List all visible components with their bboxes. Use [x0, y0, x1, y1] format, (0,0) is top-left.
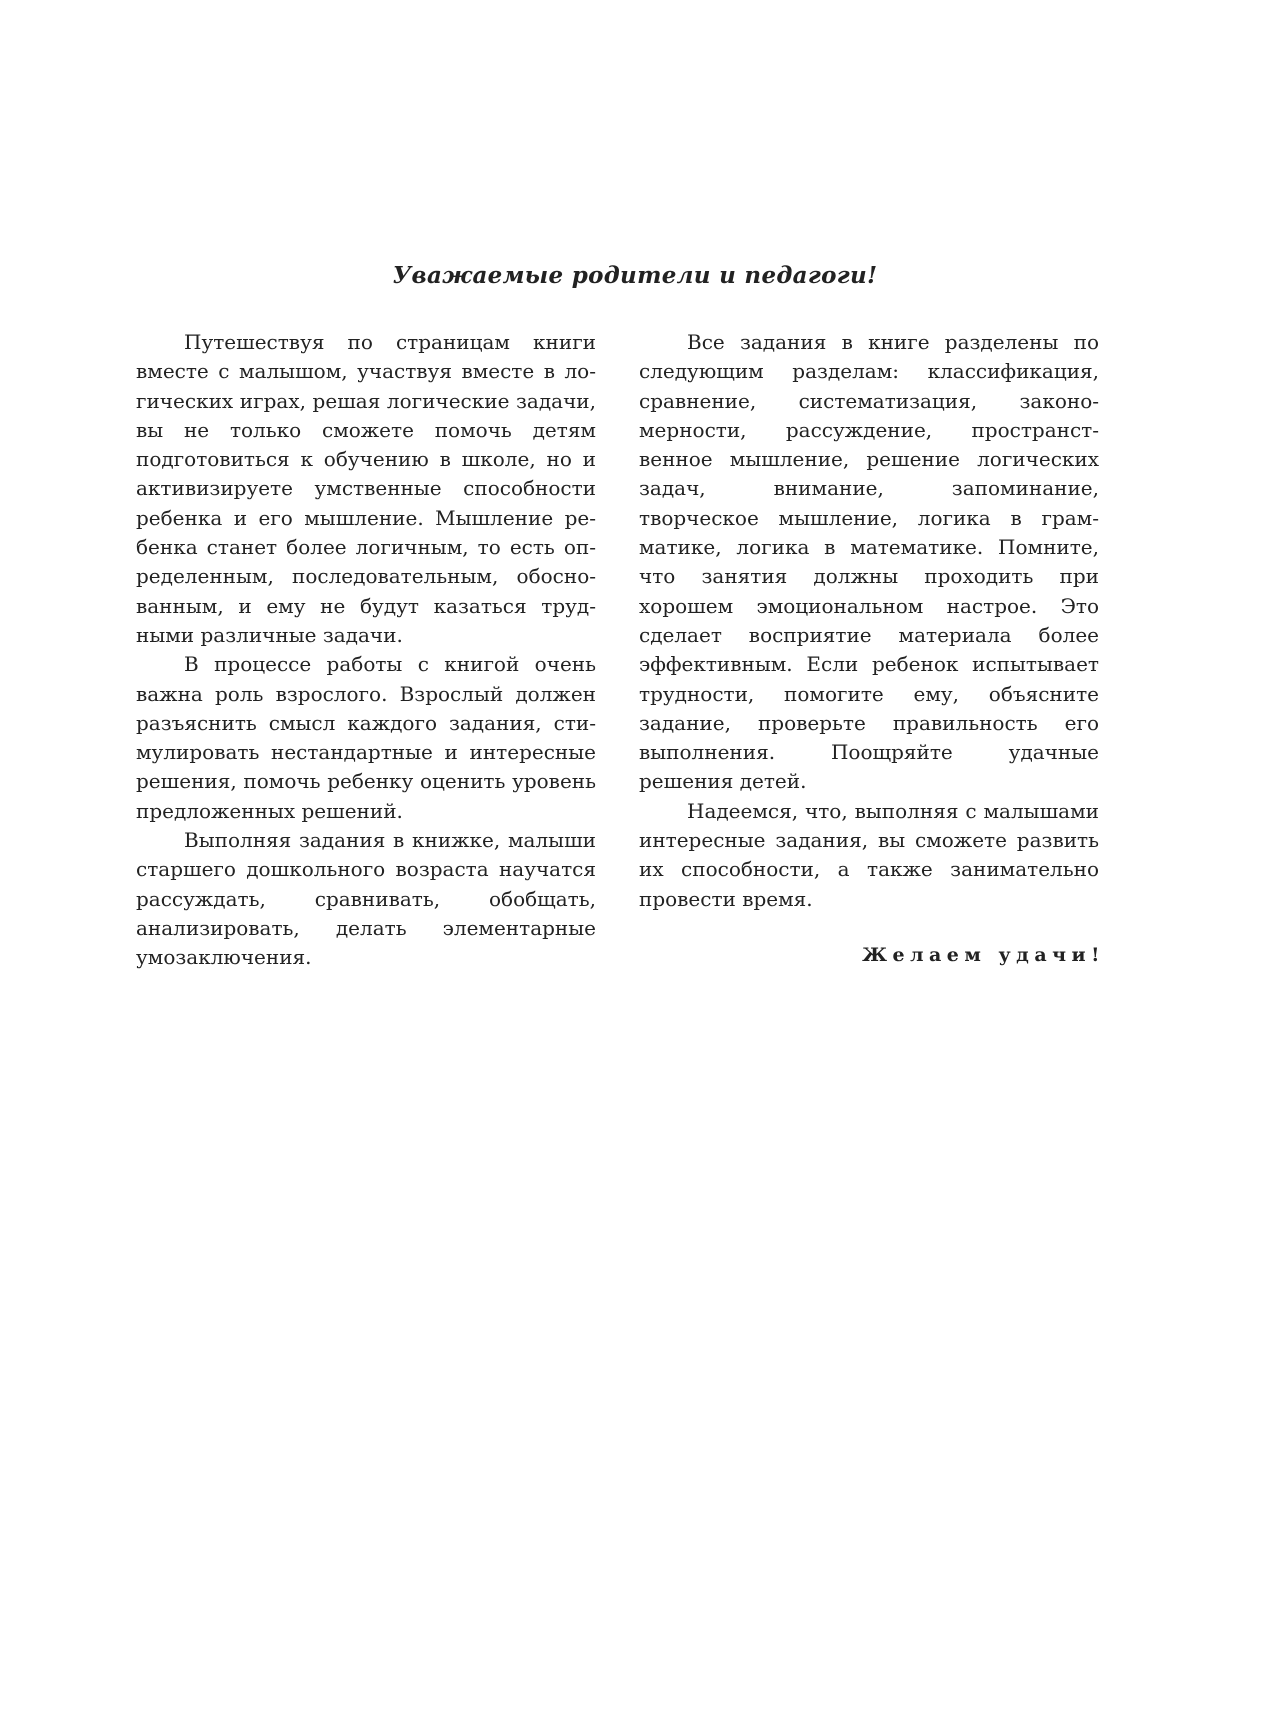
paragraph: Путешествуя по страницам книги вместе с малышом, участвуя вместе в логических играх, решая логические задачи, вы не только сможете помочь детям подготовиться к обучению в школе, но и активизируете умственные способности ребенка и его мышление. Мышление ребенка станет более логичным, то есть определенным, последовательным, обоснованным, и ему не будут казаться трудными различные задачи.	[136, 330, 596, 647]
paragraph: Надеемся, что, выполняя с малышами интересные задания, вы сможете развить их способности, а также занимательно провести время.	[639, 798, 1099, 911]
paragraph: Все задания в книге разделены по следующим разделам: классификация, сравнение, систематизация, закономерности, рассуждение, пространственное мышление, решение логических задач, внимание, запоминание, творческое мышление, логика в грамматике, логика в математике. Помните, что занятия должны проходить при хорошем эмоциональном настрое. Это сделает восприятие материала более эффективным. Если ребенок испытывает трудности, помогите ему, объясните задание, проверьте правильность его выполнения. Поощряйте удачные решения детей.	[639, 330, 1099, 794]
left-column	[136, 328, 596, 973]
page-title: Уважаемые родители и педагоги!	[392, 262, 878, 289]
right-column	[639, 328, 1099, 914]
paragraph: Выполняя задания в книжке, малыши старшего дошкольного возраста научатся рассуждать, сравнивать, обобщать, анализировать, делать элементарные умозаключения.	[136, 828, 596, 970]
paragraph: В процессе работы с книгой очень важна роль взрослого. Взрослый должен разъяснить смысл каждого задания, стимулировать нестандартные и интересные решения, помочь ребенку оценить уровень предложенных решений.	[136, 652, 596, 823]
closing-wish: Желаем удачи!	[862, 944, 1105, 966]
